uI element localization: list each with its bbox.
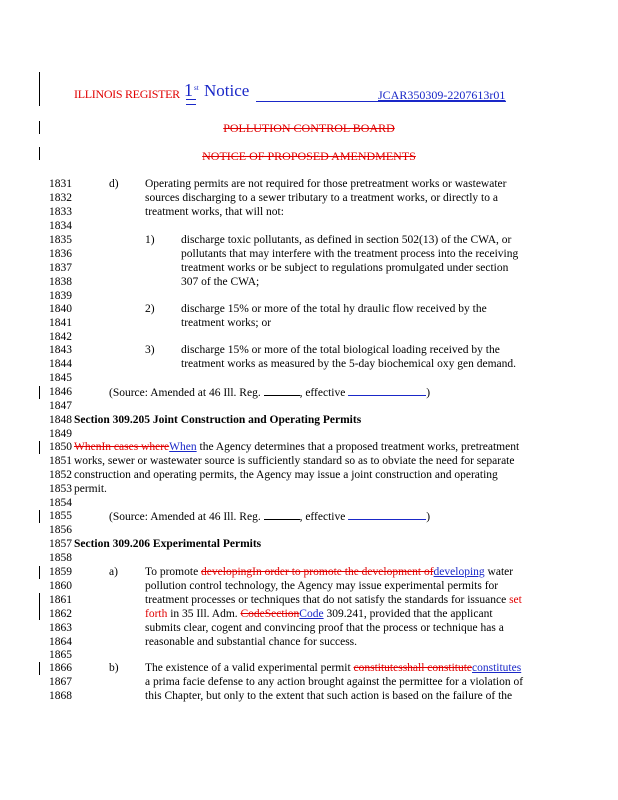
paragraph-line: reasonable and substantial chance for success. — [145, 636, 358, 648]
line-number: 1832 — [49, 192, 72, 204]
line-number: 1850 — [49, 441, 72, 453]
paragraph-line: pollution control technology, the Agency may issue experimental permits for — [145, 580, 499, 592]
line-number: 1841 — [49, 317, 72, 329]
source-note: (Source: Amended at 46 Ill. Reg. , effective ) — [109, 387, 431, 399]
line-number: 1833 — [49, 206, 72, 218]
page-number-underline — [186, 99, 196, 100]
notice-title: NOTICE OF PROPOSED AMENDMENTS — [202, 149, 416, 163]
line-number: 1867 — [49, 676, 72, 688]
line-number: 1836 — [49, 248, 72, 260]
line-number: 1834 — [49, 220, 72, 232]
line-number: 1868 — [49, 690, 72, 702]
paragraph-line: The existence of a valid experimental permit constitutesshall constituteconstitutes — [145, 662, 522, 674]
line-number: 1866 — [49, 662, 72, 674]
line-number: 1846 — [49, 386, 72, 398]
line-number: 1835 — [49, 234, 72, 246]
paragraph-line: submits clear, cogent and convincing proof that the process or technique has a — [145, 622, 504, 634]
line-number: 1857 — [49, 538, 72, 550]
section-heading: Section 309.205 Joint Construction and Operating Permits — [74, 414, 362, 426]
line-number: 1849 — [49, 428, 72, 440]
line-number: 1860 — [49, 580, 72, 592]
paragraph-line: works, sewer or wastewater source is sufficiently standard so as to obviate the need for separate — [74, 455, 515, 467]
line-number: 1837 — [49, 262, 72, 274]
line-number: 1863 — [49, 622, 72, 634]
change-bar — [39, 72, 40, 106]
change-bar — [39, 441, 40, 454]
paragraph-line: forth in 35 Ill. Adm. CodeSectionCode 309.241, provided that the applicant — [145, 608, 493, 620]
paragraph-line: To promote developingIn order to promote the development ofdeveloping water — [145, 566, 514, 578]
line-number: 1843 — [49, 344, 72, 356]
jcar-id: JCAR350309-2207613r01 — [378, 88, 506, 102]
line-number: 1831 — [49, 178, 72, 190]
line-number: 1845 — [49, 372, 72, 384]
paragraph-line: discharge 15% or more of the total biological loading received by the — [181, 344, 500, 356]
change-bar — [39, 662, 40, 675]
line-number: 1847 — [49, 400, 72, 412]
paragraph-line: WhenIn cases whereWhen the Agency determines that a proposed treatment works, pretreatment — [74, 441, 520, 453]
paragraph-line: treatment works; or — [181, 317, 272, 329]
line-number: 1852 — [49, 469, 72, 481]
line-number: 1855 — [49, 510, 72, 522]
line-number: 1864 — [49, 636, 72, 648]
paragraph-line: sources discharging to a sewer tributary to a treatment works, or directly to a — [145, 192, 498, 204]
change-bar — [39, 593, 40, 620]
paragraph-line: permit. — [74, 483, 107, 495]
paragraph-line: this Chapter, but only to the extent that such action is based on the failure of the — [145, 690, 513, 702]
line-number: 1842 — [49, 331, 72, 343]
item-label: 2) — [145, 303, 155, 315]
section-heading: Section 309.206 Experimental Permits — [74, 538, 262, 550]
line-number: 1861 — [49, 594, 72, 606]
line-number: 1854 — [49, 497, 72, 509]
line-number: 1862 — [49, 608, 72, 620]
paragraph-line: 307 of the CWA; — [181, 276, 260, 288]
paragraph-line: Operating permits are not required for those pretreatment works or wastewater — [145, 178, 507, 190]
line-number: 1838 — [49, 276, 72, 288]
paragraph-line: discharge 15% or more of the total hy draulic flow received by the — [181, 303, 487, 315]
change-bar — [39, 386, 40, 399]
line-number: 1856 — [49, 524, 72, 536]
paragraph-line: discharge toxic pollutants, as defined in section 502(13) of the CWA, or — [181, 234, 512, 246]
change-bar — [39, 566, 40, 579]
paragraph-line: treatment works, that will not: — [145, 206, 284, 218]
line-number: 1859 — [49, 566, 72, 578]
notice-label: Notice — [204, 81, 250, 100]
agency-name: POLLUTION CONTROL BOARD — [223, 121, 395, 135]
line-number: 1848 — [49, 414, 72, 426]
paragraph-line: pollutants that may interfere with the treatment process into the receiving — [181, 248, 519, 260]
line-number: 1840 — [49, 303, 72, 315]
item-label: d) — [109, 178, 119, 190]
paragraph-line: treatment works or be subject to regulations promulgated under section — [181, 262, 509, 274]
line-number: 1844 — [49, 358, 72, 370]
line-number: 1858 — [49, 552, 72, 564]
line-number: 1853 — [49, 483, 72, 495]
item-label: b) — [109, 662, 119, 674]
item-label: 3) — [145, 344, 155, 356]
paragraph-line: construction and operating permits, the Agency may issue a joint construction and operating — [74, 469, 498, 481]
item-label: 1) — [145, 234, 155, 246]
page-number-underline — [186, 104, 196, 105]
source-note: (Source: Amended at 46 Ill. Reg. , effective ) — [109, 511, 431, 523]
paragraph-line: a prima facie defense to any action brought against the permittee for a violation of — [145, 676, 524, 688]
line-number: 1865 — [49, 649, 72, 661]
line-number: 1851 — [49, 455, 72, 467]
item-label: a) — [109, 566, 118, 578]
page-number: 1st — [184, 80, 199, 100]
line-number: 1839 — [49, 290, 72, 302]
paragraph-line: treatment processes or techniques that do not satisfy the standards for issuance set — [145, 594, 522, 606]
paragraph-line: treatment works as measured by the 5-day biochemical oxy gen demand. — [181, 358, 516, 370]
change-bar — [39, 510, 40, 523]
register-title: ILLINOIS REGISTER — [74, 87, 180, 101]
